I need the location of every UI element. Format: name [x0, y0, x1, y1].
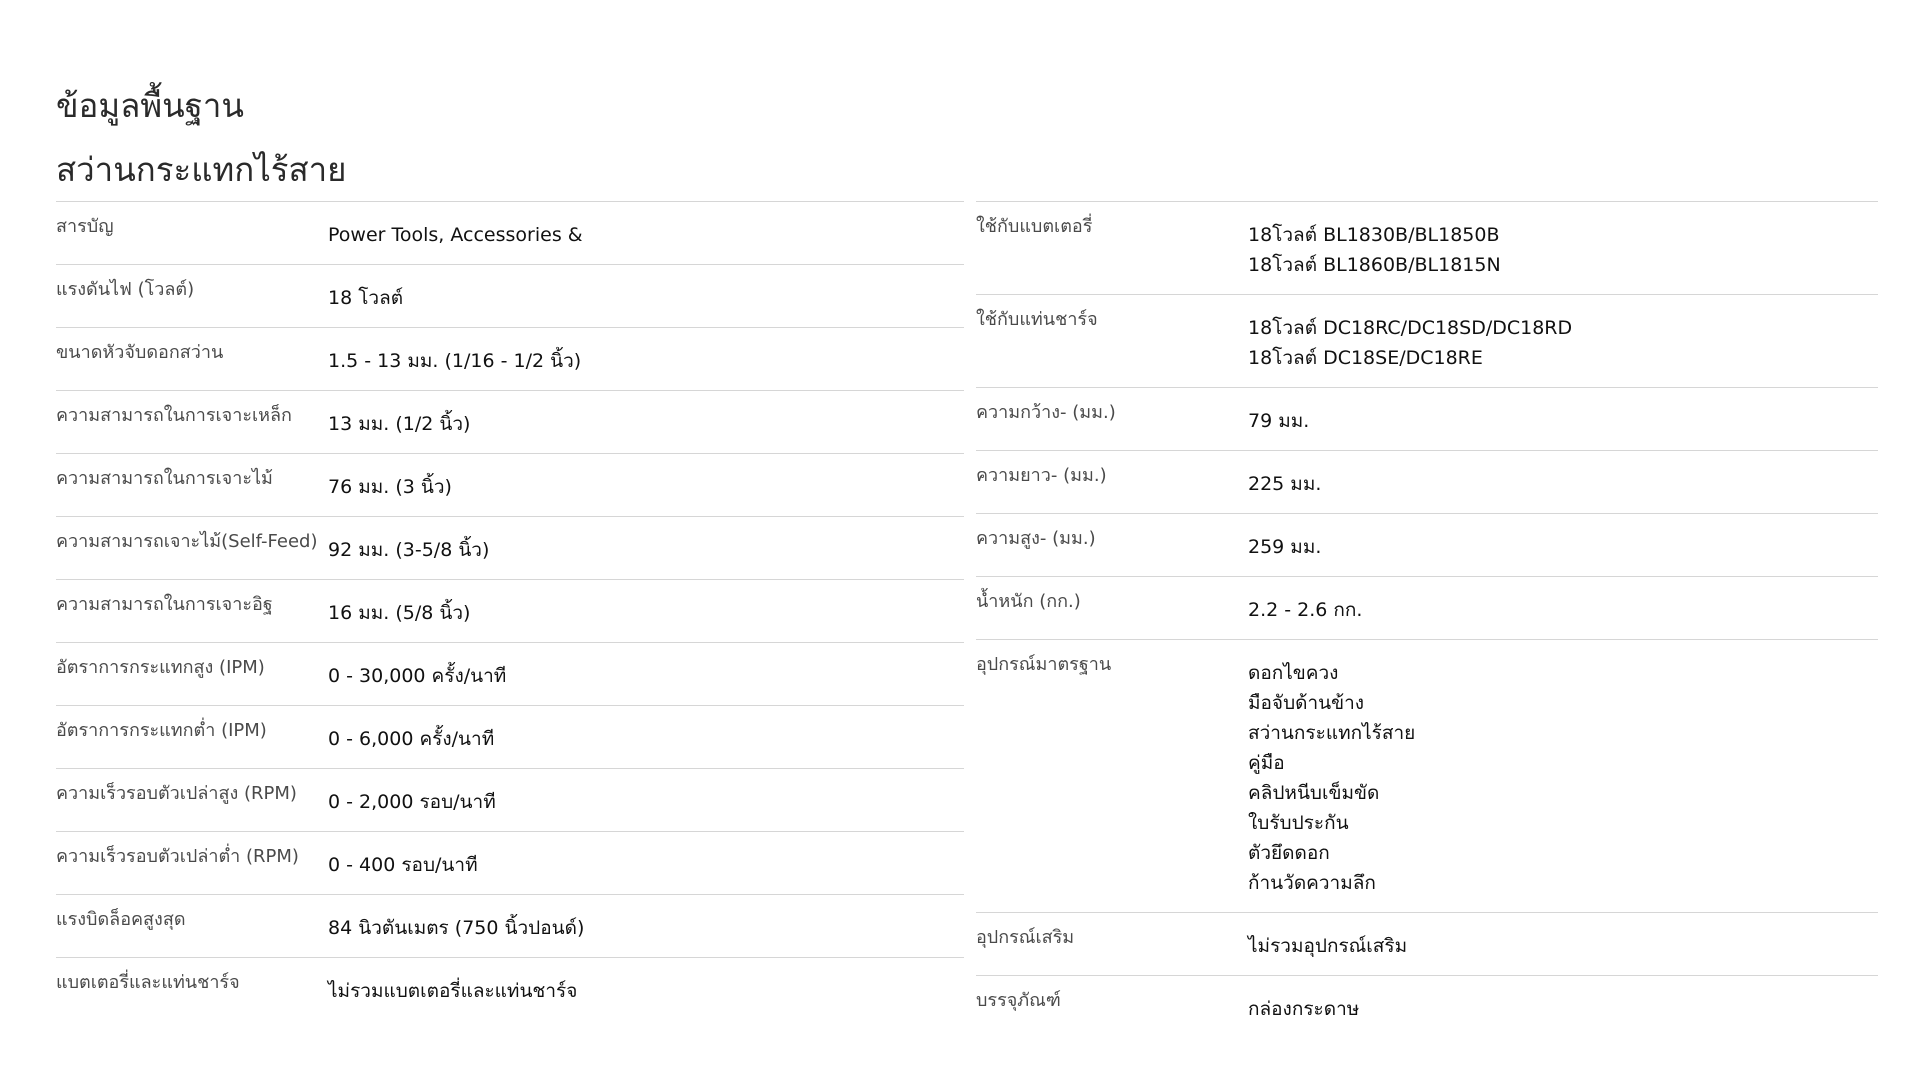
spec-value-line: 76 มม. (3 นิ้ว)	[328, 476, 452, 498]
spec-value-line: ดอกไขควง	[1248, 662, 1339, 684]
product-title: สว่านกระแทกไร้สาย	[56, 150, 347, 189]
spec-value-line: 92 มม. (3-5/8 นิ้ว)	[328, 539, 490, 561]
spec-label: ความสามารถในการเจาะเหล็ก	[56, 405, 292, 426]
spec-value-line: 13 มม. (1/2 นิ้ว)	[328, 413, 471, 435]
spec-table-right	[976, 201, 1878, 1038]
spec-label: สารบัญ	[56, 216, 114, 237]
spec-label: แรงบิดล็อคสูงสุด	[56, 909, 186, 930]
spec-label: ขนาดหัวจับดอกสว่าน	[56, 342, 224, 363]
spec-row	[56, 894, 964, 957]
spec-value	[328, 328, 964, 390]
spec-value	[328, 265, 964, 327]
spec-row	[976, 294, 1878, 387]
spec-value	[1248, 514, 1878, 576]
spec-row	[56, 579, 964, 642]
spec-value-line: 18โวลต์ BL1860B/BL1815N	[1248, 254, 1501, 276]
spec-label: ความสามารถเจาะไม้(Self-Feed)	[56, 531, 318, 552]
spec-value	[328, 832, 964, 894]
spec-row	[56, 768, 964, 831]
spec-row	[56, 831, 964, 894]
spec-value-line: คู่มือ	[1248, 752, 1285, 774]
spec-value	[328, 580, 964, 642]
spec-value-line: ใบรับประกัน	[1248, 812, 1349, 834]
spec-label: ความสามารถในการเจาะอิฐ	[56, 594, 273, 615]
spec-value-line: 225 มม.	[1248, 473, 1322, 495]
spec-label: อัตราการกระแทกสูง (IPM)	[56, 657, 265, 678]
spec-value-line: ตัวยึดดอก	[1248, 842, 1330, 864]
spec-value	[1248, 913, 1878, 975]
spec-label: อัตราการกระแทกต่ำ (IPM)	[56, 720, 267, 741]
spec-row	[56, 705, 964, 768]
spec-label: ความกว้าง- (มม.)	[976, 402, 1116, 423]
spec-row	[976, 387, 1878, 450]
spec-value	[328, 769, 964, 831]
spec-label: ใช้กับแท่นชาร์จ	[976, 309, 1098, 330]
spec-label: ความเร็วรอบตัวเปล่าสูง (RPM)	[56, 783, 297, 804]
spec-value-line: 18โวลต์ DC18RC/DC18SD/DC18RD	[1248, 317, 1573, 339]
spec-row	[56, 390, 964, 453]
spec-label: ใช้กับแบตเตอรี่	[976, 216, 1093, 237]
spec-value-line: 0 - 30,000 ครั้ง/นาที	[328, 665, 507, 687]
spec-value-line: 16 มม. (5/8 นิ้ว)	[328, 602, 471, 624]
spec-value-line: 259 มม.	[1248, 536, 1322, 558]
spec-value-line: 18โวลต์ DC18SE/DC18RE	[1248, 347, 1483, 369]
spec-row	[976, 201, 1878, 294]
spec-value	[328, 958, 964, 1020]
spec-value-line: 84 นิวตันเมตร (750 นิ้วปอนด์)	[328, 917, 585, 939]
spec-value-line: 0 - 6,000 ครั้ง/นาที	[328, 728, 495, 750]
spec-value-line: คลิปหนีบเข็มขัด	[1248, 782, 1380, 804]
spec-value-line: ไม่รวมแบตเตอรี่และแท่นชาร์จ	[328, 980, 578, 1002]
spec-row	[56, 516, 964, 579]
spec-value-line: 2.2 - 2.6 กก.	[1248, 599, 1363, 621]
spec-value	[328, 202, 964, 264]
spec-value	[1248, 577, 1878, 639]
spec-value-line: สว่านกระแทกไร้สาย	[1248, 722, 1416, 744]
spec-value-line: 1.5 - 13 มม. (1/16 - 1/2 นิ้ว)	[328, 350, 582, 372]
spec-row	[56, 327, 964, 390]
spec-label: ความสูง- (มม.)	[976, 528, 1096, 549]
spec-row	[56, 957, 964, 1020]
spec-value-line: 0 - 400 รอบ/นาที	[328, 854, 478, 876]
spec-label: แบตเตอรี่และแท่นชาร์จ	[56, 972, 240, 993]
spec-label: น้ำหนัก (กก.)	[976, 591, 1081, 612]
spec-value-line: ไม่รวมอุปกรณ์เสริม	[1248, 935, 1408, 957]
spec-row	[56, 453, 964, 516]
spec-value-line: 18โวลต์ BL1830B/BL1850B	[1248, 224, 1500, 246]
spec-value	[1248, 451, 1878, 513]
spec-value-line: 0 - 2,000 รอบ/นาที	[328, 791, 496, 813]
spec-label: บรรจุภัณฑ์	[976, 990, 1061, 1011]
spec-row	[56, 642, 964, 705]
spec-row	[976, 576, 1878, 639]
spec-value	[1248, 202, 1878, 294]
spec-row	[56, 201, 964, 264]
spec-row	[976, 912, 1878, 975]
spec-row	[56, 264, 964, 327]
spec-label: ความเร็วรอบตัวเปล่าต่ำ (RPM)	[56, 846, 299, 867]
spec-value-line: ก้านวัดความลึก	[1248, 872, 1376, 894]
spec-value	[328, 706, 964, 768]
spec-label: อุปกรณ์มาตรฐาน	[976, 654, 1112, 675]
spec-value	[328, 517, 964, 579]
spec-row	[976, 639, 1878, 912]
spec-value	[328, 391, 964, 453]
spec-row	[976, 975, 1878, 1038]
spec-value	[328, 643, 964, 705]
spec-value-line: 79 มม.	[1248, 410, 1310, 432]
spec-value	[328, 895, 964, 957]
spec-table-left	[56, 201, 964, 1020]
spec-label: อุปกรณ์เสริม	[976, 927, 1075, 948]
spec-row	[976, 450, 1878, 513]
spec-value-line: กล่องกระดาษ	[1248, 998, 1360, 1020]
spec-row	[976, 513, 1878, 576]
spec-value	[1248, 388, 1878, 450]
spec-value-line: Power Tools, Accessories &	[328, 224, 583, 246]
spec-label: แรงดันไฟ (โวลต์)	[56, 279, 195, 300]
spec-value-line: 18 โวลต์	[328, 287, 404, 309]
spec-label: ความสามารถในการเจาะไม้	[56, 468, 273, 489]
spec-value	[1248, 295, 1878, 387]
spec-value	[328, 454, 964, 516]
spec-value-line: มือจับด้านข้าง	[1248, 692, 1365, 714]
section-heading: ข้อมูลพื้นฐาน	[56, 86, 244, 125]
spec-value	[1248, 976, 1878, 1038]
spec-value	[1248, 640, 1878, 912]
spec-label: ความยาว- (มม.)	[976, 465, 1107, 486]
